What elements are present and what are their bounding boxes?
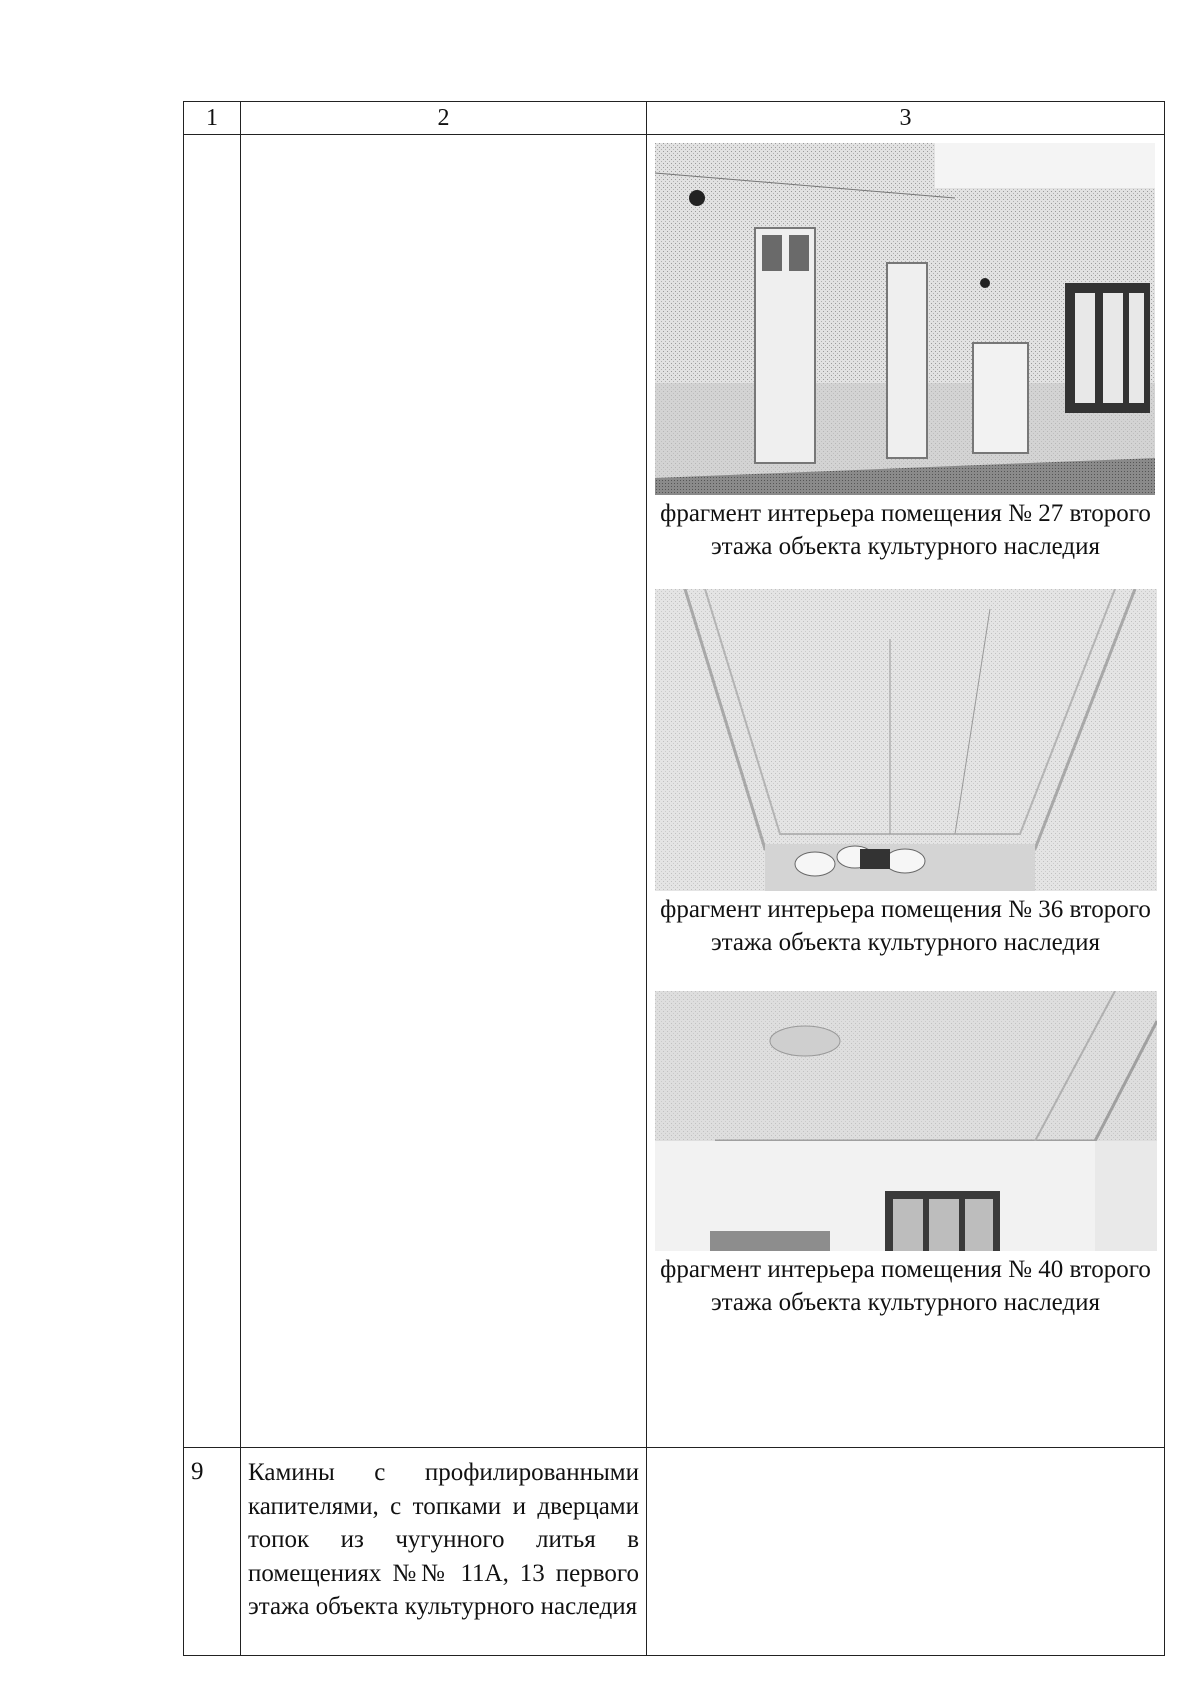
photo-cell <box>647 135 1165 1448</box>
interior-photo-room-27 <box>655 143 1155 495</box>
row-description-cell-empty <box>241 135 647 1448</box>
header-col-2: 2 <box>241 102 647 135</box>
row-photo-cell-empty <box>647 1448 1165 1656</box>
interior-photo-room-36 <box>655 589 1157 891</box>
row-number-cell-empty <box>184 135 241 1448</box>
table-row-photos <box>184 135 1165 1448</box>
row-description: Камины с профилированными капителями, с топками и дверцами топок из чугунного литья в помещениях №№ 11А, 13 первого этажа объекта культурного наследия <box>241 1448 647 1656</box>
photo-caption-room-40: фрагмент интерьера помещения № 40 второго этажа объекта культурного наследия <box>660 1256 1151 1316</box>
interior-photo-room-40 <box>655 991 1157 1251</box>
header-row <box>184 102 1165 135</box>
photo-block-room-36 <box>647 589 1164 959</box>
photo-caption-room-27: фрагмент интерьера помещения № 27 второго этажа объекта культурного наследия <box>660 500 1151 560</box>
header-col-1: 1 <box>184 102 241 135</box>
header-col-3: 3 <box>647 102 1165 135</box>
table-row-item-9 <box>184 1448 1165 1656</box>
photo-caption-room-36: фрагмент интерьера помещения № 36 второго этажа объекта культурного наследия <box>660 896 1151 956</box>
photo-block-room-27 <box>647 143 1164 563</box>
photo-block-room-40 <box>647 991 1164 1319</box>
row-number: 9 <box>184 1448 241 1656</box>
monument-features-table <box>183 101 1165 1656</box>
